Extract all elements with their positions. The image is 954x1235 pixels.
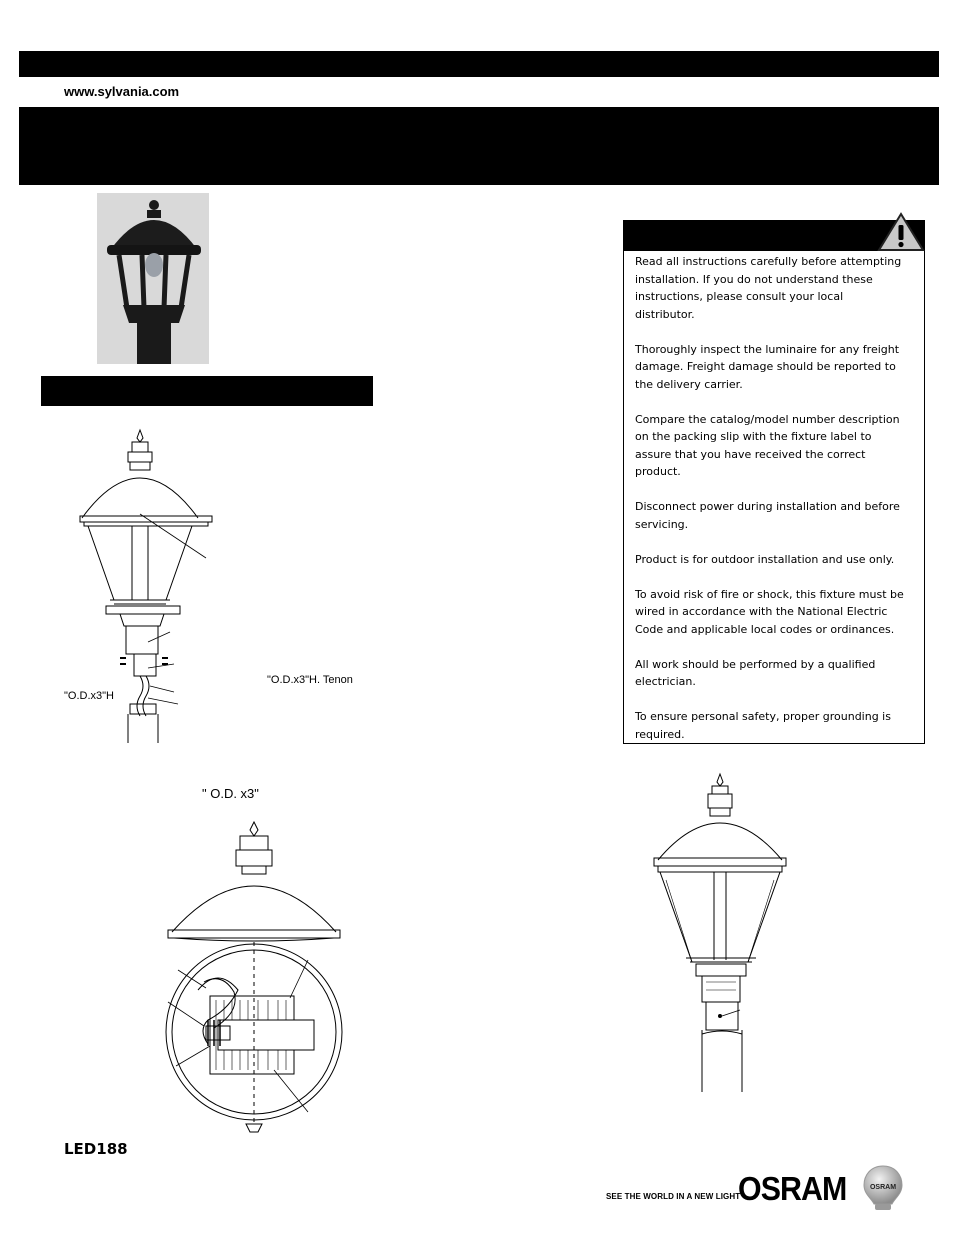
osram-bulb-logo <box>862 1164 904 1212</box>
warning-item: To ensure personal safety, proper grounding is required. <box>635 710 891 741</box>
osram-logo-text: OSRAM <box>738 1170 847 1207</box>
top-black-bar <box>19 51 939 77</box>
warning-item: Product is for outdoor installation and use only. <box>635 552 895 566</box>
warning-list <box>635 253 905 761</box>
warning-item: Disconnect power during installation and before servicing. <box>635 500 900 531</box>
title-black-bar <box>19 107 939 185</box>
model-number: LED188 <box>64 1140 128 1158</box>
bulb-logo-text: OSRAM <box>869 1184 897 1191</box>
warning-item: Compare the catalog/model number description on the packing slip with the fixture label to assure that you have received the correct product. <box>635 412 900 478</box>
od-label: " O.D. x3" <box>202 786 259 801</box>
tenon-label: "O.D.x3"H. Tenon <box>267 674 353 686</box>
website-link[interactable]: www.sylvania.com <box>64 84 180 99</box>
warning-item: To avoid risk of fire or shock, this fixture must be wired in accordance with the National Electric Code and applicable local codes or ordinances. <box>635 587 904 636</box>
warning-item: Read all instructions carefully before attempting installation. If you do not understand these instructions, please consult your local distributor. <box>635 255 902 321</box>
product-photo <box>97 193 209 364</box>
pole-label: "O.D.x3"H <box>64 690 114 702</box>
section-header-bar <box>41 376 373 406</box>
warning-triangle-icon <box>876 211 926 253</box>
wiring-exploded-diagram <box>158 820 348 1138</box>
warning-item: Thoroughly inspect the luminaire for any freight damage. Freight damage should be reported to the delivery carrier. <box>635 342 900 391</box>
installed-fixture-diagram <box>652 772 792 1092</box>
warning-box <box>623 220 925 744</box>
warning-item: All work should be performed by a qualified electrician. <box>635 657 876 688</box>
brand-tagline: SEE THE WORLD IN A NEW LIGHT <box>606 1192 741 1201</box>
